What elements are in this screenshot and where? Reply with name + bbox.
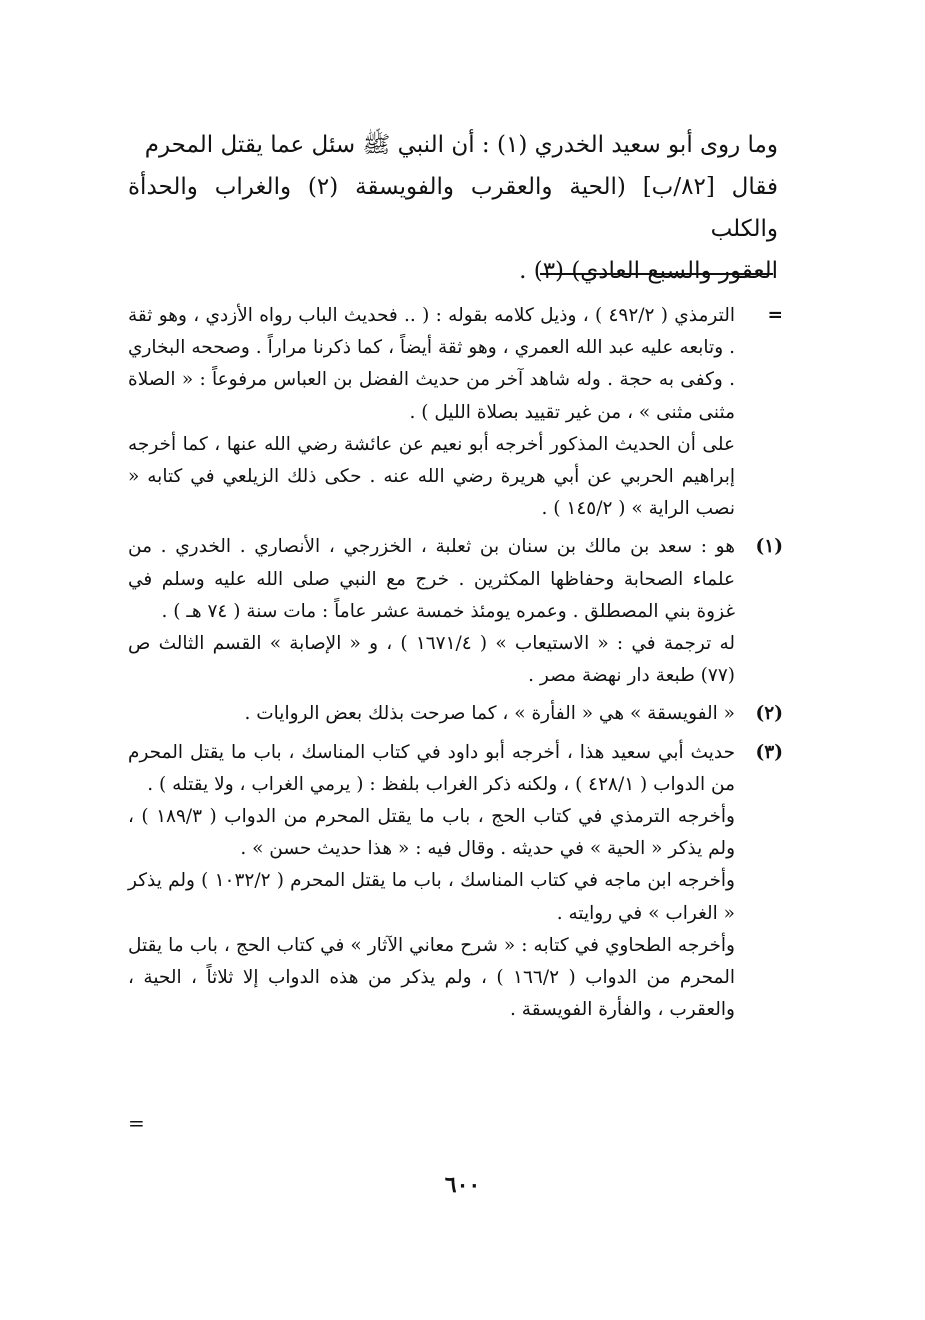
footnote-3 xyxy=(128,737,783,1027)
footnote-separator xyxy=(540,273,773,275)
footnote-marker: (٢) xyxy=(755,703,783,725)
main-text-line: العقور والسبع العادي) (٣) . xyxy=(519,258,778,284)
footnotes xyxy=(128,300,783,1032)
continuation-marker: = xyxy=(767,305,783,326)
footnote-marker: (٣) xyxy=(755,741,783,763)
footnote-paragraph: الترمذي ( ٤٩٢/٢ ) ، وذيل كلامه بقوله : ( .. فحديث الباب رواه الأزدي ، وهو ثقة . وتابعه عليه عبد الله العمري ، وهو ثقة أيضاً ، كما ذكرنا مراراً . وصححه البخاري . وكفى به حجة . وله شاهد آخر من حديث الفضل بن العباس مرفوعاً : « الصلاة مثنى مثنى » ، من غير تقييد بصلاة الليل ) . xyxy=(128,305,735,423)
footnote-1 xyxy=(128,531,783,692)
footnote-carryover xyxy=(128,300,783,525)
footnote-paragraph: له ترجمة في : « الاستيعاب » ( ١٦٧١/٤ ) ، و « الإصابة » القسم الثالث ص (٧٧) طبعة دار نهضة مصر . xyxy=(128,633,735,687)
footnote-paragraph: على أن الحديث المذكور أخرجه أبو نعيم عن عائشة رضي الله عنها ، كما أخرجه إبراهيم الحربي عن أبي هريرة رضي الله عنه . حكى ذلك الزيلعي في كتابه « نصب الراية » ( ١٤٥/٢ ) . xyxy=(128,433,735,520)
footnote-paragraph: وأخرجه الطحاوي في كتابه : « شرح معاني الآثار » في كتاب الحج ، باب ما يقتل المحرم من الدواب ( ١٦٦/٢ ) ، ولم يذكر من هذه الدواب إلا ثلاثاً ، الحية ، والعقرب ، والفأرة الفويسقة . xyxy=(128,934,735,1021)
main-text xyxy=(128,124,778,292)
footnote-paragraph: « الفويسقة » هي « الفأرة » ، كما صرحت بذلك بعض الروايات . xyxy=(244,703,735,725)
footnote-2 xyxy=(128,698,783,730)
main-text-line: وما روى أبو سعيد الخدري (١) : أن النبي ﷺ سئل عما يقتل المحرم xyxy=(144,132,778,158)
continued-marker: = xyxy=(128,1111,145,1135)
main-text-line: فقال [٨٢/ب] (الحية والعقرب والفويسقة (٢) والغراب والحدأة والكلب xyxy=(128,174,779,242)
footnote-paragraph: وأخرجه الترمذي في كتاب الحج ، باب ما يقتل المحرم من الدواب ( ١٨٩/٣ ) ، ولم يذكر « الحية » في حديثه . وقال فيه : « هذا حديث حسن » . xyxy=(128,806,735,860)
footnote-marker: (١) xyxy=(755,536,783,558)
footnote-paragraph: حديث أبي سعيد هذا ، أخرجه أبو داود في كتاب المناسك ، باب ما يقتل المحرم من الدواب ( ٤٢٨/١ ) ، ولكنه ذكر الغراب بلفظ : ( يرمي الغراب ، ولا يقتله ) . xyxy=(128,741,735,795)
footnote-paragraph: وأخرجه ابن ماجه في كتاب المناسك ، باب ما يقتل المحرم ( ١٠٣٢/٢ ) ولم يذكر « الغراب » في روايته . xyxy=(128,870,735,924)
footnote-paragraph: هو : سعد بن مالك بن سنان بن ثعلبة ، الخزرجي ، الأنصاري . الخدري . من علماء الصحابة وحفاظها المكثرين . خرج مع النبي صلى الله عليه وسلم في غزوة بني المصطلق . وعمره يومئذ خمسة عشر عاماً : مات سنة ( ٧٤ هـ ) . xyxy=(128,536,735,622)
page-number: ٦٠٠ xyxy=(444,1172,481,1198)
